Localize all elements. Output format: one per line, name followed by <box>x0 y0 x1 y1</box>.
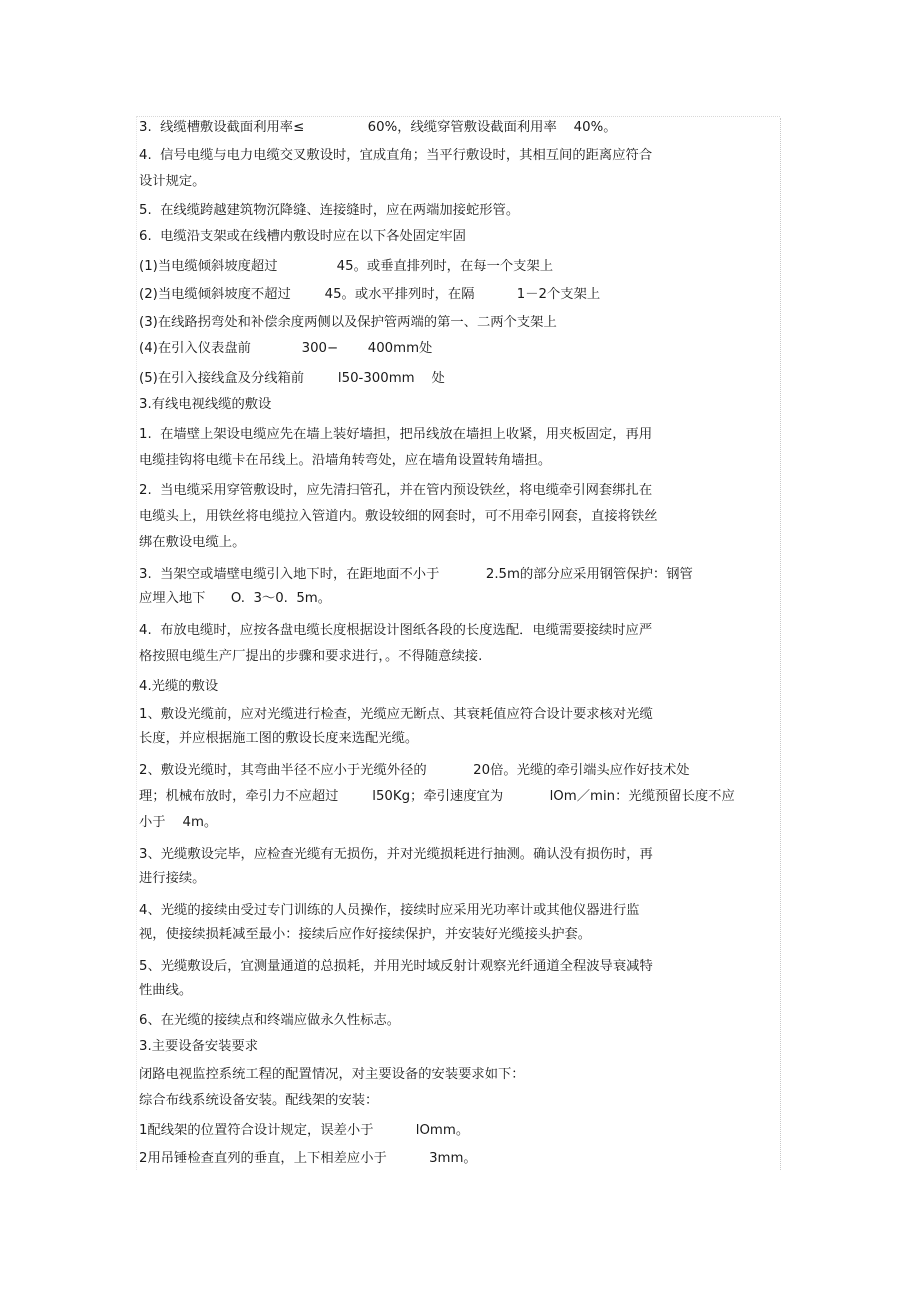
text-line: 4. 布放电缆时，应按各盘电缆长度根据设计图纸各段的长度选配．电缆需要接续时应严 <box>139 623 653 638</box>
text-line: 1. 在墙壁上架设电缆应先在墙上装好墙担，把吊线放在墙担上收紧，用夹板固定，再用 <box>139 427 653 442</box>
text-line: 5. 在线缆跨越建筑物沉降缝、连接缝时，应在两端加接蛇形管。 <box>139 203 520 218</box>
text-line: 理；机械布放时，牵引力不应超过 l50Kg；牵引速度宜为 lOm／min：光缆预留长度不应 <box>139 789 735 804</box>
text-line: 3. 线缆槽敷设截面利用率≤ 60%，线缆穿管敷设截面利用率 40%。 <box>139 120 617 135</box>
text-line: 3. 当架空或墙壁电缆引入地下时，在距地面不小于 2.5m的部分应采用钢管保护：钢管 <box>139 567 693 582</box>
section-heading: 3.主要设备安装要求 <box>139 1039 259 1054</box>
section-heading: 4.光缆的敷设 <box>139 679 219 694</box>
text-line: 进行接续。 <box>139 871 206 886</box>
text-line: 2用吊锤检查直列的垂直，上下相差应小于 3mm。 <box>139 1151 477 1166</box>
text-line: 6、在光缆的接续点和终端应做永久性标志。 <box>139 1013 401 1028</box>
text-line: (5)在引入接线盒及分线箱前 l50-300mm 处 <box>139 371 445 386</box>
text-line: (2)当电缆倾斜坡度不超过 45。或水平排列时，在隔 1－2个支架上 <box>139 287 601 302</box>
text-line: 1配线架的位置符合设计规定，误差小于 lOmm。 <box>139 1123 470 1138</box>
text-line: 格按照电缆生产厂提出的步骤和要求进行，。不得随意续接. <box>139 649 483 664</box>
text-line: 性曲线。 <box>139 983 193 998</box>
page-border-left <box>136 116 137 1170</box>
text-line: 4. 信号电缆与电力电缆交叉敷设时，宜成直角；当平行敷设时，其相互间的距离应符合 <box>139 148 653 163</box>
text-line: 设计规定。 <box>139 174 206 189</box>
page-border-right <box>780 118 781 1170</box>
text-line: 5、光缆敷设后，宜测量通道的总损耗，并用光时域反射计观察光纤通道全程波导衰减特 <box>139 959 653 974</box>
text-line: 应埋入地下 O. 3～0. 5m。 <box>139 591 332 606</box>
text-line: 6. 电缆沿支架或在线槽内敷设时应在以下各处固定牢固 <box>139 229 466 244</box>
text-line: (1)当电缆倾斜坡度超过 45。或垂直排列时，在每一个支架上 <box>139 259 554 274</box>
text-line: 3、光缆敷设完毕，应检查光缆有无损伤，并对光缆损耗进行抽测。确认没有损伤时，再 <box>139 847 653 862</box>
text-line: 4、光缆的接续由受过专门训练的人员操作，接续时应采用光功率计或其他仪器进行监 <box>139 903 640 918</box>
section-heading: 3.有线电视线缆的敷设 <box>139 397 272 412</box>
text-line: 绑在敷设电缆上。 <box>139 535 246 550</box>
text-line: 视，使接续损耗减至最小：接续后应作好接续保护，并安装好光缆接头护套。 <box>139 927 592 942</box>
text-line: (3)在线路拐弯处和补偿余度两侧以及保护管两端的第一、二两个支架上 <box>139 315 557 330</box>
page-border-top <box>136 116 780 117</box>
text-line: 综合布线系统设备安装。配线架的安装： <box>139 1093 379 1108</box>
text-line: 电缆头上，用铁丝将电缆拉入管道内。敷设较细的网套时，可不用牵引网套，直接将铁丝 <box>139 509 658 524</box>
text-line: (4)在引入仪表盘前 300− 400mm处 <box>139 341 433 356</box>
text-line: 电缆挂钩将电缆卡在吊线上。沿墙角转弯处，应在墙角设置转角墙担。 <box>139 453 552 468</box>
text-line: 1、敷设光缆前，应对光缆进行检查，光缆应无断点、其衰耗值应符合设计要求核对光缆 <box>139 707 653 722</box>
text-line: 2、敷设光缆时，其弯曲半径不应小于光缆外径的 20倍。光缆的牵引端头应作好技术处 <box>139 763 690 778</box>
text-line: 2. 当电缆采用穿管敷设时，应先清扫管孔，并在管内预设铁丝，将电缆牵引网套绑扎在 <box>139 483 653 498</box>
text-line: 长度，并应根据施工图的敷设长度来选配光缆。 <box>139 731 419 746</box>
text-line: 闭路电视监控系统工程的配置情况，对主要设备的安装要求如下： <box>139 1067 525 1082</box>
text-line: 小于 4m。 <box>139 815 218 830</box>
